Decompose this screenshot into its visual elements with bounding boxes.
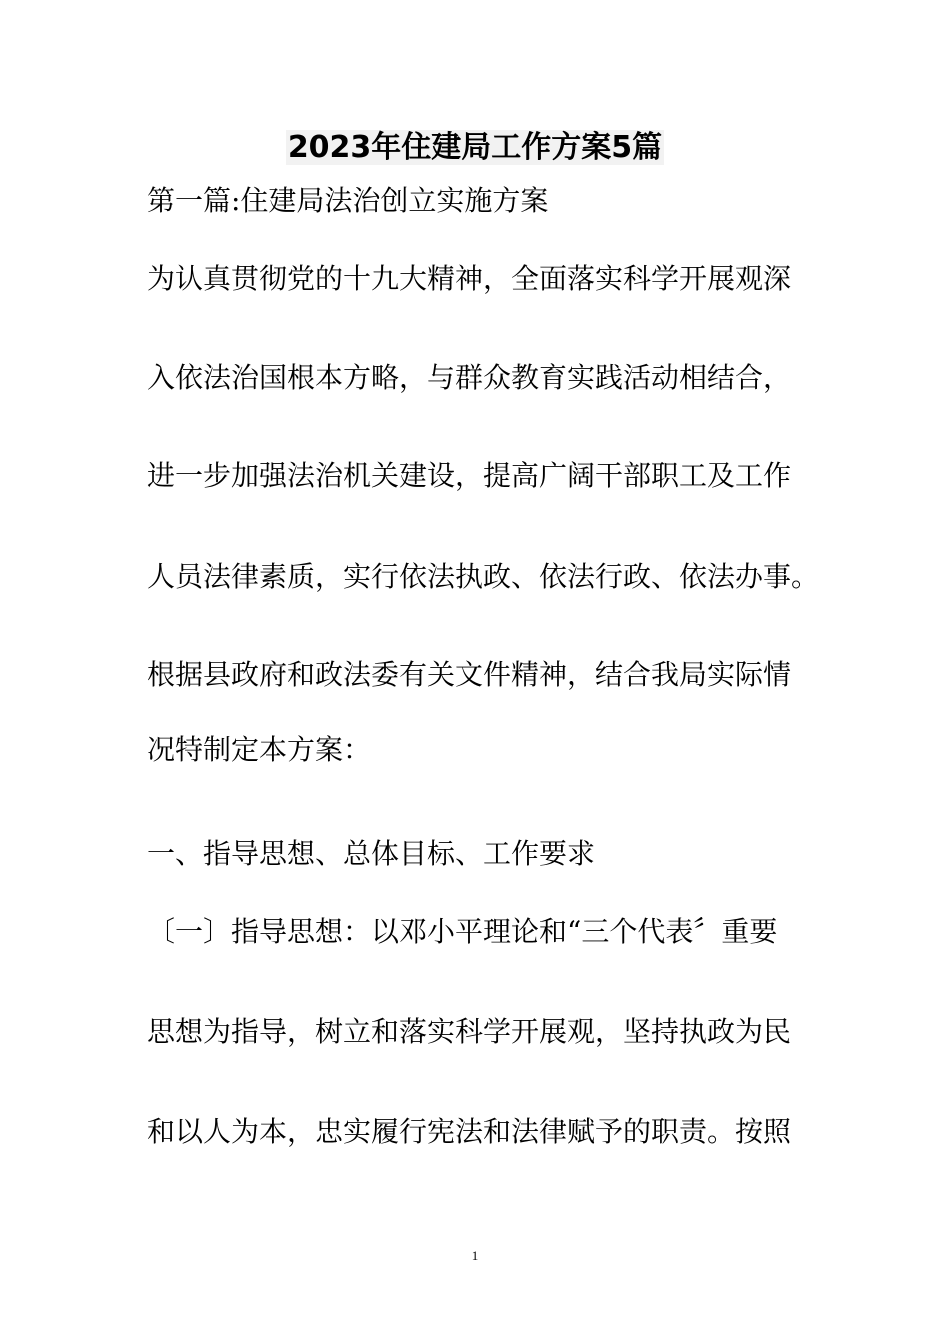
body-line: 〔一〕指导思想：以邓小平理论和“三个代表〞重要 [147,915,778,948]
section-heading: 一、指导思想、总体目标、工作要求 [147,837,596,870]
body-line: 思想为指导，树立和落实科学开展观，坚持执政为民 [147,1015,792,1048]
section-heading: 第一篇:住建局法治创立实施方案 [147,184,549,217]
body-line: 况特制定本方案： [147,733,372,766]
document-title-text: 2023年住建局工作方案5篇 [287,130,663,165]
document-title [0,126,950,170]
body-line: 为认真贯彻党的十九大精神，全面落实科学开展观深 [147,262,792,295]
page-number: 1 [471,1248,479,1263]
body-line: 人员法律素质，实行依法执政、依法行政、依法办事。 [147,560,820,593]
body-line: 和以人为本，忠实履行宪法和法律赋予的职责。按照 [147,1115,792,1148]
body-line: 入依法治国根本方略，与群众教育实践活动相结合， [147,361,792,394]
body-line: 根据县政府和政法委有关文件精神，结合我局实际情 [147,658,792,691]
body-line: 进一步加强法治机关建设，提高广阔干部职工及工作 [147,459,792,492]
